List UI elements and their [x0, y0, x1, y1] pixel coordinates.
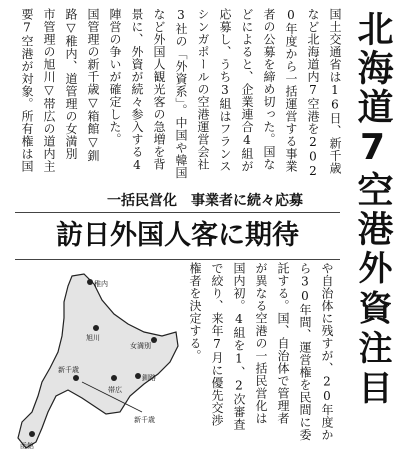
main-vertical-headline: 北海道7空港 — [352, 10, 393, 249]
airport-marker — [73, 375, 79, 381]
article-column: 景に、外資が続々参入する4 — [130, 8, 144, 173]
article-column: で絞り、来年7月に優先交渉 — [210, 262, 224, 427]
airport-marker — [151, 337, 157, 343]
article-column: 国土交通省は16日、新千歳 — [328, 8, 342, 175]
city-label-asahikawa: 旭川 — [86, 334, 100, 342]
article-column: 要7空港が対象。所有権は国 — [20, 8, 34, 173]
hokkaido-map — [2, 262, 184, 458]
city-label-shinchitose: 新千歳 — [58, 366, 79, 374]
article-column: ら30年間、運営権を民間に委 — [298, 262, 312, 441]
pointer-label: 新千歳 — [134, 416, 155, 424]
city-label-hakodate: 函館 — [20, 442, 34, 450]
section-headline: 一括民営化 事業者に続々応募 — [107, 193, 303, 209]
article-column: 者の公募を締め切った。国な — [262, 8, 276, 171]
article-column: 路▽稚内、道管理の女満別 — [64, 8, 78, 160]
article-column: など外国人観光客の急増を背 — [152, 8, 166, 171]
airport-marker — [29, 431, 35, 437]
article-column: 国内初。4組を1、2次審査 — [232, 262, 246, 431]
city-label-obihiro: 帯広 — [108, 386, 122, 394]
article-column: どによると、企業連合4組が — [240, 8, 254, 173]
article-column: 権者を決定する。 — [188, 262, 202, 362]
city-label-kushiro: 釧路 — [142, 374, 156, 382]
airport-marker — [87, 279, 93, 285]
article-column: 陣営の争いが確定した。 — [108, 8, 122, 146]
city-label-wakkanai: 稚内 — [94, 280, 108, 288]
article-column: 0年度から一括運営する事業 — [284, 8, 298, 173]
article-column: など北海道内7空港を202 — [306, 8, 320, 179]
airport-marker — [111, 375, 117, 381]
article-column: シンガポールの空港運営会社 — [196, 8, 210, 171]
article-column: 国管理の新千歳▽箱館▽釧 — [86, 8, 100, 162]
secondary-vertical-headline: 外資注目 — [352, 250, 392, 410]
article-column: が異なる空港の一括民営化は — [254, 262, 268, 425]
article-column: や自治体に残すが、20年度か — [320, 262, 334, 441]
article-column: 市管理の旭川▽帯広の道内主 — [42, 8, 56, 173]
city-label-memanbetsu: 女満別 — [130, 342, 151, 350]
hokkaido-map-svg — [2, 262, 184, 458]
airport-marker — [93, 325, 99, 331]
main-headline: 訪日外国人客に期待 — [15, 212, 340, 260]
article-column: 託する。国、自治体で管理者 — [276, 262, 290, 425]
article-column: 3社の「外資系」。中国や韓国 — [174, 8, 188, 179]
article-column: 応募し、うち3組はフランス — [218, 8, 232, 173]
airport-marker — [135, 373, 141, 379]
